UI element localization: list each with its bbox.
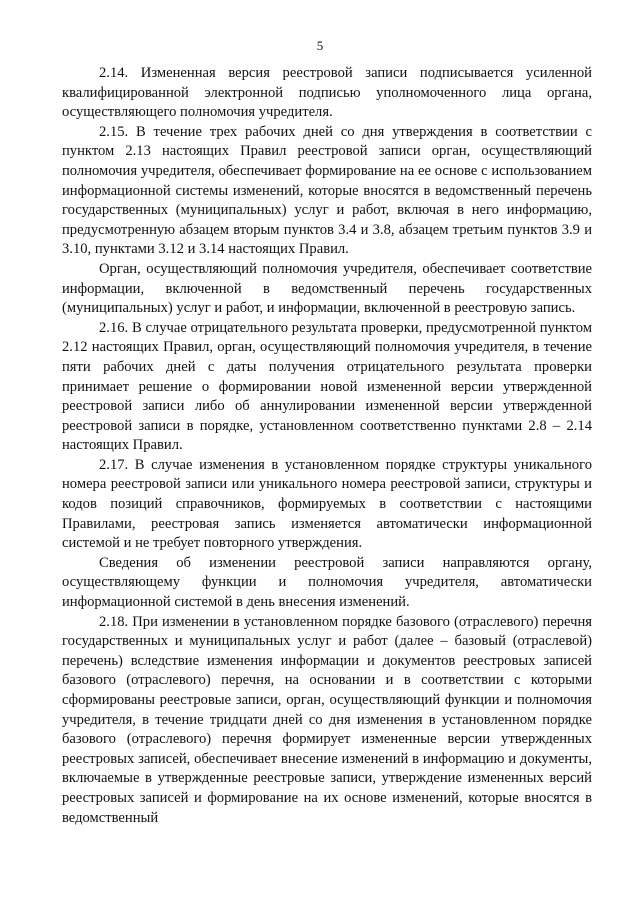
paragraph-2-15: 2.15. В течение трех рабочих дней со дня утверждения в соответствии с пунктом 2.13 настоящих Правил реестровой записи орган, осуществляющий полномочия учредителя, обеспечивает формирование на ее основе с использованием информационной системы изменений, которые вносятся в ведомственный перечень государственных (муниципальных) услуг и работ, включая в него информацию, предусмотренную абзацем вторым пунктов 3.4 и 3.8, абзацем третьим пунктов 3.9 и 3.10, пунктами 3.12 и 3.14 настоящих Правил.	[62, 123, 592, 258]
paragraph-2-17: 2.17. В случае изменения в установленном порядке структуры уникального номера реестровой записи или уникального номера реестровой записи, структуры и кодов позиций справочников, формируемых в соответствии с настоящими Правилами, реестровая запись изменяется автоматически информационной системой и не требует повторного утверждения.	[62, 456, 592, 552]
paragraph-2-15-continuation: Орган, осуществляющий полномочия учредителя, обеспечивает соответствие информации, включенной в ведомственный перечень государственных (муниципальных) услуг и работ, и информации, включенной в реестровую запись.	[62, 260, 592, 317]
document-body	[62, 64, 592, 828]
paragraph-2-16: 2.16. В случае отрицательного результата проверки, предусмотренной пунктом 2.12 настоящих Правил, орган, осуществляющий полномочия учредителя, в течение пяти рабочих дней с даты получения отрицательного результата проверки принимает решение о формировании новой измененной версии утвержденной реестровой записи либо об аннулировании измененной версии утвержденной реестровой записи в порядке, установленном соответственно пунктами 2.8 – 2.14 настоящих Правил.	[62, 319, 592, 454]
paragraph-2-17-continuation: Сведения об изменении реестровой записи направляются органу, осуществляющему функции и полномочия учредителя, автоматически информационной системой в день внесения изменений.	[62, 554, 592, 611]
page-number: 5	[316, 38, 324, 53]
paragraph-2-14: 2.14. Измененная версия реестровой записи подписывается усиленной квалифицированной электронной подписью уполномоченного лица органа, осуществляющего полномочия учредителя.	[62, 65, 592, 121]
paragraph-2-18: 2.18. При изменении в установленном порядке базового (отраслевого) перечня государственных и муниципальных услуг и работ (далее – базовый (отраслевой) перечень) вследствие изменения информации и документов реестровых записей базового (отраслевого) перечня, на основании и в соответствии с которыми сформированы реестровые записи, орган, осуществляющий функции и полномочия учредителя, в течение тридцати дней со дня изменения в установленном порядке базового (отраслевого) перечня формирует измененные версии утвержденных реестровых записей, обеспечивает внесение изменений в информацию и документы, включаемые в утвержденные реестровые записи, утверждение измененных версий реестровых записей и формирование на их основе изменений, которые вносятся в ведомственный	[62, 613, 592, 826]
